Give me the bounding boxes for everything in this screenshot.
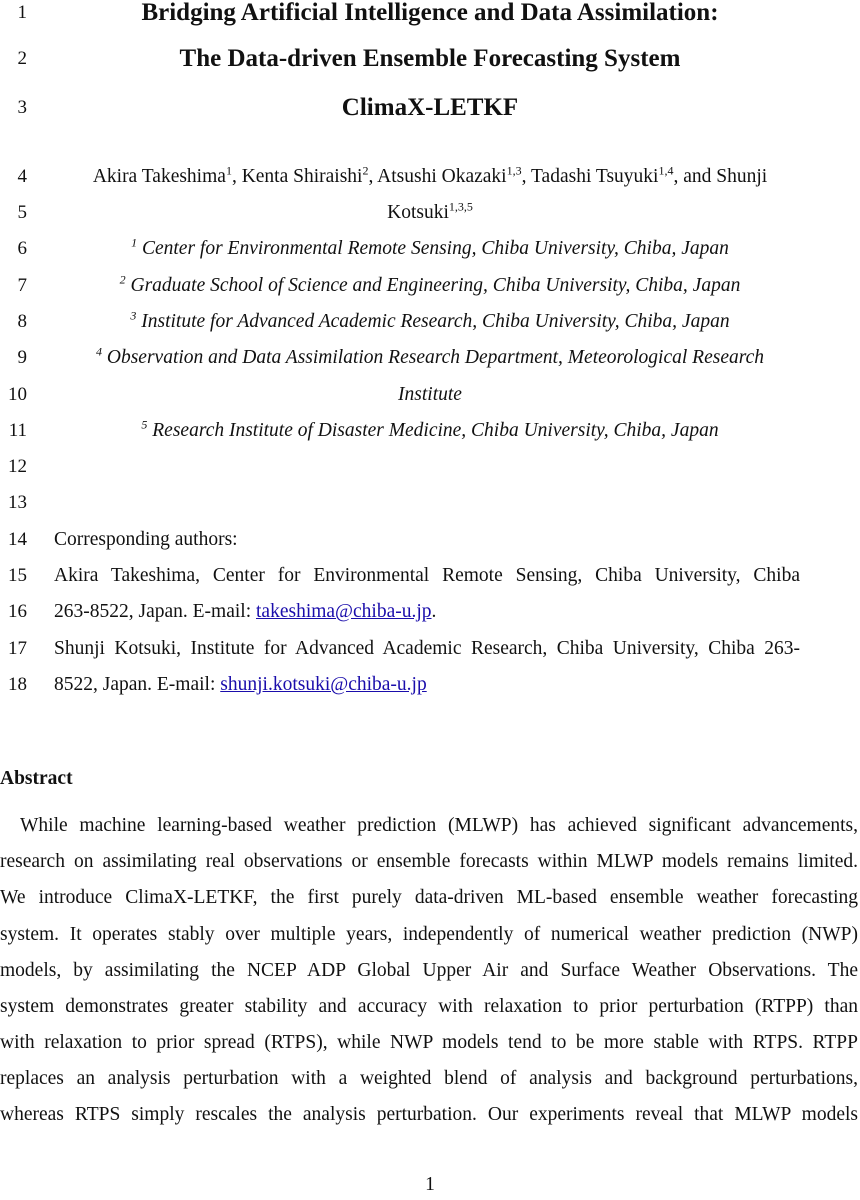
title-line-3: ClimaX-LETKF — [341, 94, 519, 121]
line-number: 15 — [8, 565, 27, 586]
abstract-line: research on assimilating real observations or ensemble forecasts within MLWP models remains limited. — [0, 851, 858, 872]
corresponding-line — [54, 674, 800, 696]
affiliation-1 — [40, 235, 820, 260]
author-sup: 2 — [362, 163, 369, 178]
affiliation-5 — [40, 417, 820, 442]
author-sup: 1 — [225, 163, 232, 178]
affiliation-2 — [40, 272, 820, 297]
line-number: 4 — [17, 166, 27, 187]
line-number: 1 — [17, 2, 27, 23]
abstract-heading: Abstract — [0, 768, 73, 789]
email-link[interactable]: shunji.kotsuki@chiba-u.jp — [220, 674, 427, 695]
author-name: Tadashi Tsuyuki — [531, 166, 659, 187]
corresponding-heading: Corresponding authors: — [54, 529, 238, 550]
line-number: 13 — [8, 492, 27, 513]
email-link[interactable]: takeshima@chiba-u.jp — [256, 601, 432, 622]
abstract-line: whereas RTPS simply rescales the analysis perturbation. Our experiments reveal that MLWP models — [0, 1104, 858, 1125]
affiliation-text: Research Institute of Disaster Medicine, Chiba University, Chiba, Japan — [152, 420, 719, 441]
abstract-line: system. It operates stably over multiple years, independently of numerical weather prediction (NWP) — [0, 924, 858, 945]
line-number: 16 — [8, 601, 27, 622]
affiliation-sup: 1 — [131, 235, 138, 250]
line-number: 6 — [17, 238, 27, 259]
corresponding-line: Shunji Kotsuki, Institute for Advanced Academic Research, Chiba University, Chiba 263- — [54, 638, 800, 659]
author-name: Akira Takeshima — [92, 166, 226, 187]
author-sup: 1,4 — [658, 163, 674, 178]
author-name: Atsushi Okazaki — [377, 166, 507, 187]
author-sup: 1,3 — [506, 163, 522, 178]
line-number: 11 — [8, 420, 27, 441]
abstract-line: system demonstrates greater stability and accuracy with relaxation to prior perturbation (RTPP) than — [0, 996, 858, 1017]
corresponding-text: 263-8522, Japan. E-mail: — [54, 601, 252, 622]
affiliation-4-cont: Institute — [398, 384, 462, 405]
corresponding-line: 263-8522, Japan. E-mail: takeshima@chiba-u.jp. — [54, 601, 437, 622]
affiliation-sup: 4 — [96, 344, 102, 359]
line-number: 8 — [17, 311, 27, 332]
affiliation-sup: 3 — [130, 308, 137, 323]
affiliation-text: Observation and Data Assimilation Research Department, Meteorological Research — [106, 347, 764, 368]
author-list: Akira Takeshima$^1$, Kenta Shiraishi$^2$, Atsushi Okazaki$^{1,3}$, Tadashi Tsuyuki$^{1,4}$, and Shunji — [92, 163, 768, 187]
affiliation-text: Graduate School of Science and Engineering, Chiba University, Chiba, Japan — [130, 275, 741, 296]
abstract-line: models, by assimilating the NCEP ADP Global Upper Air and Surface Weather Observations. The — [0, 960, 858, 981]
line-number: 17 — [8, 638, 27, 659]
corresponding-line: Akira Takeshima, Center for Environmental Remote Sensing, Chiba University, Chiba — [54, 565, 800, 586]
affiliation-3 — [40, 308, 820, 333]
line-number: 10 — [8, 384, 27, 405]
author-name: Kenta Shiraishi — [241, 166, 363, 187]
line-number: 5 — [17, 202, 27, 223]
abstract-line: replaces an analysis perturbation with a weighted blend of analysis and background perturbations, — [0, 1068, 858, 1089]
line-number: 3 — [17, 97, 27, 118]
affiliation-text: Institute for Advanced Academic Research, Chiba University, Chiba, Japan — [141, 311, 730, 332]
author-list-cont — [40, 199, 820, 224]
author-sup: 1,3,5 — [448, 199, 473, 214]
line-number: 14 — [8, 529, 27, 550]
affiliation-sup: 2 — [119, 272, 126, 287]
page-number: 1 — [425, 1174, 435, 1195]
line-number: 9 — [17, 347, 27, 368]
affiliation-text: Center for Environmental Remote Sensing, Chiba University, Chiba, Japan — [141, 238, 729, 259]
abstract-line: We introduce ClimaX-LETKF, the first purely data-driven ML-based ensemble weather forecasting — [0, 887, 858, 908]
affiliation-4 — [40, 344, 820, 369]
line-number: 12 — [8, 456, 27, 477]
title-line-1: Bridging Artificial Intelligence and Data Assimilation: — [141, 0, 719, 26]
author-name: and Shunji — [683, 166, 768, 187]
abstract-line: While machine learning-based weather prediction (MLWP) has achieved significant advancements, — [20, 815, 858, 836]
line-number: 2 — [17, 48, 27, 69]
line-number: 7 — [17, 275, 27, 296]
affiliation-sup: 5 — [141, 417, 148, 432]
corresponding-text: 8522, Japan. E-mail: — [54, 674, 216, 695]
title-line-2: The Data-driven Ensemble Forecasting System — [179, 45, 681, 72]
abstract-line: with relaxation to prior spread (RTPS), while NWP models tend to be more stable with RTPS. RTPP — [0, 1032, 858, 1053]
line-number: 18 — [8, 674, 27, 695]
author-name: Kotsuki — [387, 202, 449, 223]
